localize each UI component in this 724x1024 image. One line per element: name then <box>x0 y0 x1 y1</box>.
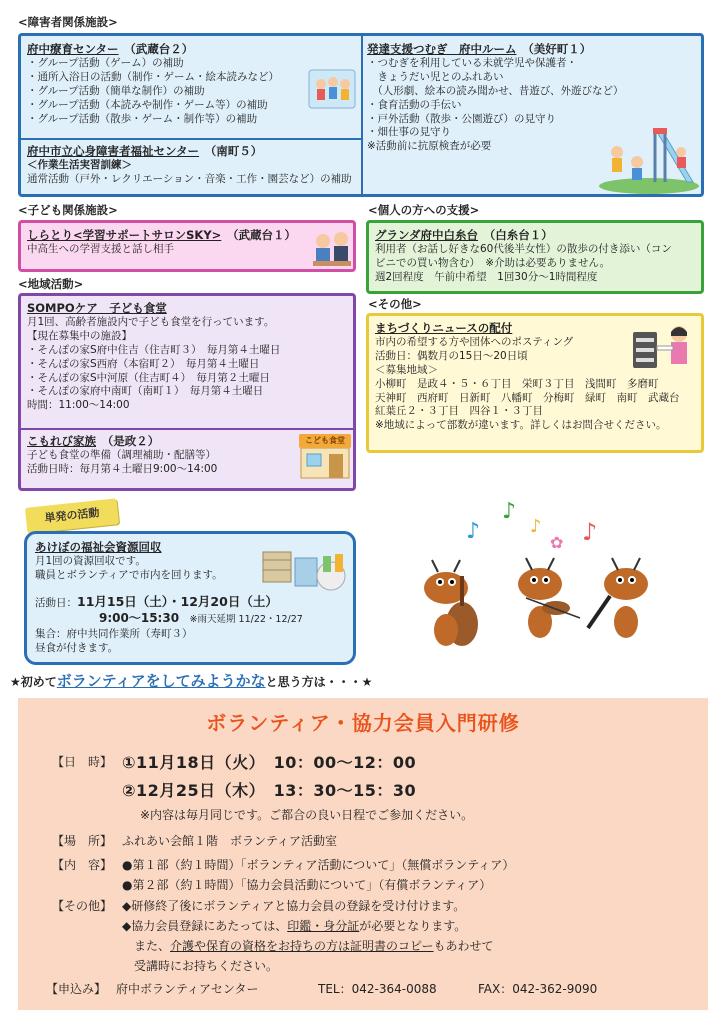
restaurant-building-icon <box>299 448 351 480</box>
komorebi-location: （是政２） <box>107 434 160 448</box>
granda-location: （白糸台１） <box>489 228 553 242</box>
training-other-label: 【その他】 <box>52 899 113 913</box>
section-title-children: <子ども関係施設> <box>18 203 118 217</box>
fuchu-ryoiku-location: （武蔵台２） <box>130 42 194 56</box>
training-date2: ②12月25日（木） 13：30～15：30 <box>122 781 417 800</box>
svg-text:✿: ✿ <box>550 533 564 552</box>
shiratori-item: 中高生への学習支援と話し相手 <box>27 243 174 256</box>
akebono-lunch: 昼食が付きます。 <box>35 641 119 654</box>
sompo-item: 【現在募集中の施設】 <box>27 330 132 343</box>
training-other3-emphasis: 介護や保育の資格をお持ちの方は証明書のコピー <box>170 939 434 953</box>
svg-text:♪: ♪ <box>582 518 598 546</box>
fuchu-shinshou-block <box>27 144 361 187</box>
ant-cello-icon <box>424 560 478 646</box>
granda-box <box>366 220 704 294</box>
training-other3: また、介護や保育の資格をお持ちの方は証明書のコピーもあわせて <box>122 939 494 953</box>
machizukuri-item: 活動日：偶数月の15日～20日頃 <box>375 350 528 363</box>
komorebi-item: 活動日時：毎月第４土曜日9:00～14:00 <box>27 463 218 476</box>
training-date-note: ※内容は毎月同じです。ご都合の良い日程でご参加ください。 <box>140 808 474 822</box>
training-place: ふれあい会館１階 ボランティア活動室 <box>122 834 338 848</box>
section-title-individual: <個人の方への支援> <box>368 203 480 217</box>
divider <box>21 138 361 140</box>
fuchu-ryoiku-item: ・グループ活動（簡単な制作）の補助 <box>27 84 205 97</box>
slogan <box>10 672 714 692</box>
training-place-label: 【場 所】 <box>52 834 113 848</box>
sompo-item: 月1回、高齢者施設内で子ども食堂を行っています。 <box>27 316 275 329</box>
children-playing-icon <box>307 66 357 112</box>
machizukuri-title: まちづくりニュースの配付 <box>375 321 513 335</box>
music-notes-icon <box>466 499 597 552</box>
shiratori-box <box>18 220 356 272</box>
playground-icon <box>597 112 701 194</box>
divider <box>361 36 363 197</box>
fuchu-shinshou-location: （南町５） <box>210 144 263 158</box>
akebono-meeting: 集合：府中共同作業所（寿町３） <box>35 628 193 640</box>
svg-text:♪: ♪ <box>530 516 542 537</box>
machizukuri-item: 小柳町 是政４・５・６丁目 栄町３丁目 浅間町 多磨町 <box>375 377 659 390</box>
fuchu-ryoiku-item: ・グループ活動（ゲーム）の補助 <box>27 57 184 70</box>
training-fax: FAX：042-362-9090 <box>478 982 598 996</box>
section-title-community: <地域活動> <box>18 277 84 291</box>
slogan-prefix: ★初めて <box>10 675 57 689</box>
training-box <box>18 698 708 1010</box>
machizukuri-item: 紅葉丘２・３丁目 四谷１・３丁目 <box>375 405 543 418</box>
machizukuri-item: ＜募集地域＞ <box>375 363 438 376</box>
svg-text:♪: ♪ <box>466 519 481 544</box>
fuchu-ryoiku-item: ・グループ活動（本読みや制作・ゲーム等）の補助 <box>27 98 268 111</box>
mail-posting-icon <box>631 322 697 372</box>
sompo-item: ・そんぽの家S西府（本宿町２） 毎月第４土曜日 <box>27 357 260 370</box>
training-apply-label: 【申込み】 <box>46 982 107 996</box>
akebono-item: 月1回の資源回収です。 <box>35 555 146 568</box>
sompo-item: ・そんぽの家府中南町（南町１） 毎月第４土曜日 <box>27 385 264 398</box>
machizukuri-box <box>366 313 704 453</box>
akebono-rain-note: ※雨天延期 11/22・12/27 <box>189 614 303 625</box>
sompo-item: ・そんぽの家S府中住吉（住吉町３） 毎月第４土曜日 <box>27 343 281 356</box>
akebono-item: 職員とボランティアで市内を回ります。 <box>35 569 223 582</box>
fuchu-ryoiku-item: ・グループ活動（散歩・ゲーム・制作等）の補助 <box>27 112 258 125</box>
training-other2-emphasis: 印鑑・身分証 <box>287 919 360 933</box>
one-time-activity-label: 単発の活動 <box>25 498 119 533</box>
machizukuri-item: 市内の希望する方や団体へのポスティング <box>375 336 574 349</box>
shiratori-title: しらとり<学習サポートサロンSKY> <box>27 228 222 242</box>
sompo-item: ・そんぽの家S中河原（住吉町４） 毎月第２土曜日 <box>27 371 270 384</box>
granda-title: グランダ府中白糸台 <box>375 228 479 242</box>
training-content-label: 【内 容】 <box>52 858 113 872</box>
machizukuri-item: 天神町 西府町 日新町 八幡町 分梅町 緑町 南町 武蔵台 <box>375 391 680 404</box>
training-other2: ◆協力会員登録にあたっては、印鑑・身分証が必要となります。 <box>122 919 467 933</box>
training-content1: ●第１部（約１時間）「ボランティア活動について」（無償ボランティア） <box>122 858 515 872</box>
training-apply-org: 府中ボランティアセンター <box>116 982 259 996</box>
kodomo-shokudo-sign: こども食堂 <box>299 434 351 448</box>
fuchu-shinshou-subtitle: ＜作業生活実習訓練＞ <box>27 159 132 172</box>
tsumugi-item: ※活動前に抗原検査が必要 <box>367 140 492 153</box>
akebono-dates: 11月15日（土）・12月20日（土） <box>77 594 278 609</box>
ant-violin-icon <box>518 558 580 638</box>
ant-musicians-illustration <box>410 492 670 662</box>
training-content2: ●第２部（約１時間）「協力会員活動について」（有償ボランティア） <box>122 878 492 892</box>
divider <box>21 428 356 430</box>
akebono-date-label: 活動日： <box>35 597 77 609</box>
training-other1: ◆研修終了後にボランティアと協力会員の登録を受け付けます。 <box>122 899 466 913</box>
akebono-time: 9:00～15:30 <box>99 611 180 625</box>
granda-item: ビニでの買い物含む） ※介助は必要ありません。 <box>375 257 611 270</box>
tsumugi-item: きょうだい児とのふれあい <box>367 71 504 84</box>
akebono-title: あけぼの福祉会資源回収 <box>35 540 162 554</box>
tsumugi-item: ・畑仕事の見守り <box>367 126 451 139</box>
komorebi-title: こもれび家族 <box>27 434 96 448</box>
recycling-items-icon <box>259 544 351 594</box>
disability-facilities-box <box>18 33 704 197</box>
tsumugi-location: （美好町１） <box>528 42 592 56</box>
sompo-item: 時間：11:00～14:00 <box>27 399 130 412</box>
tsumugi-title: 発達支援つむぎ 府中ルーム <box>367 42 517 56</box>
fuchu-ryoiku-item: ・通所入浴日の活動（制作・ゲーム・絵本読みなど） <box>27 71 279 84</box>
section-title-other: <その他> <box>368 297 422 311</box>
granda-item: 週2回程度 午前中希望 1回30分～1時間程度 <box>375 270 598 283</box>
training-tel: TEL：042-364-0088 <box>318 982 437 996</box>
fuchu-shinshou-title: 府中市立心身障害者福祉センター <box>27 144 200 158</box>
kodomo-shokudo-icon <box>299 434 351 480</box>
training-title: ボランティア・協力会員入門研修 <box>206 711 520 735</box>
komorebi-item: 子ども食堂の準備（調理補助・配膳等） <box>27 449 216 462</box>
machizukuri-item: ※地域によって部数が違います。詳しくはお問合せください。 <box>375 419 667 432</box>
komorebi-block <box>27 434 217 477</box>
section-title-disability: <障害者関係施設> <box>18 15 118 29</box>
slogan-suffix: と思う方は・・・★ <box>265 675 373 689</box>
granda-item: 利用者（お話し好きな60代後半女性）の散歩の付き添い（コン <box>375 243 672 256</box>
training-date-label: 【日 時】 <box>52 755 113 769</box>
tsumugi-item: ・食育活動の手伝い <box>367 98 462 111</box>
akebono-box <box>24 531 356 665</box>
sompo-block <box>27 301 280 413</box>
sompo-title: SOMPOケア 子ども食堂 <box>27 301 167 315</box>
shiratori-location: （武蔵台１） <box>232 228 297 242</box>
slogan-emphasis: ボランティアをしてみようかな <box>56 672 266 690</box>
svg-text:♪: ♪ <box>502 499 517 524</box>
ant-clarinet-icon <box>588 558 648 638</box>
training-other4: 受講時にお持ちください。 <box>122 959 279 973</box>
tsumugi-item: （人形劇、絵本の読み聞かせ、昔遊び、外遊びなど） <box>367 84 624 97</box>
community-box <box>18 293 356 491</box>
fuchu-shinshou-item: 通常活動（戸外・レクリエーション・音楽・工作・園芸など）の補助 <box>27 173 352 186</box>
tutoring-icon <box>311 227 353 269</box>
tsumugi-item: ・つむぎを利用している未就学児や保護者・ <box>367 57 577 70</box>
fuchu-ryoiku-title: 府中療育センター <box>27 42 119 56</box>
training-date1: ①11月18日（火） 10：00～12：00 <box>122 753 417 772</box>
tsumugi-item: ・戸外活動（散歩・公園遊び）の見守り <box>367 112 556 125</box>
